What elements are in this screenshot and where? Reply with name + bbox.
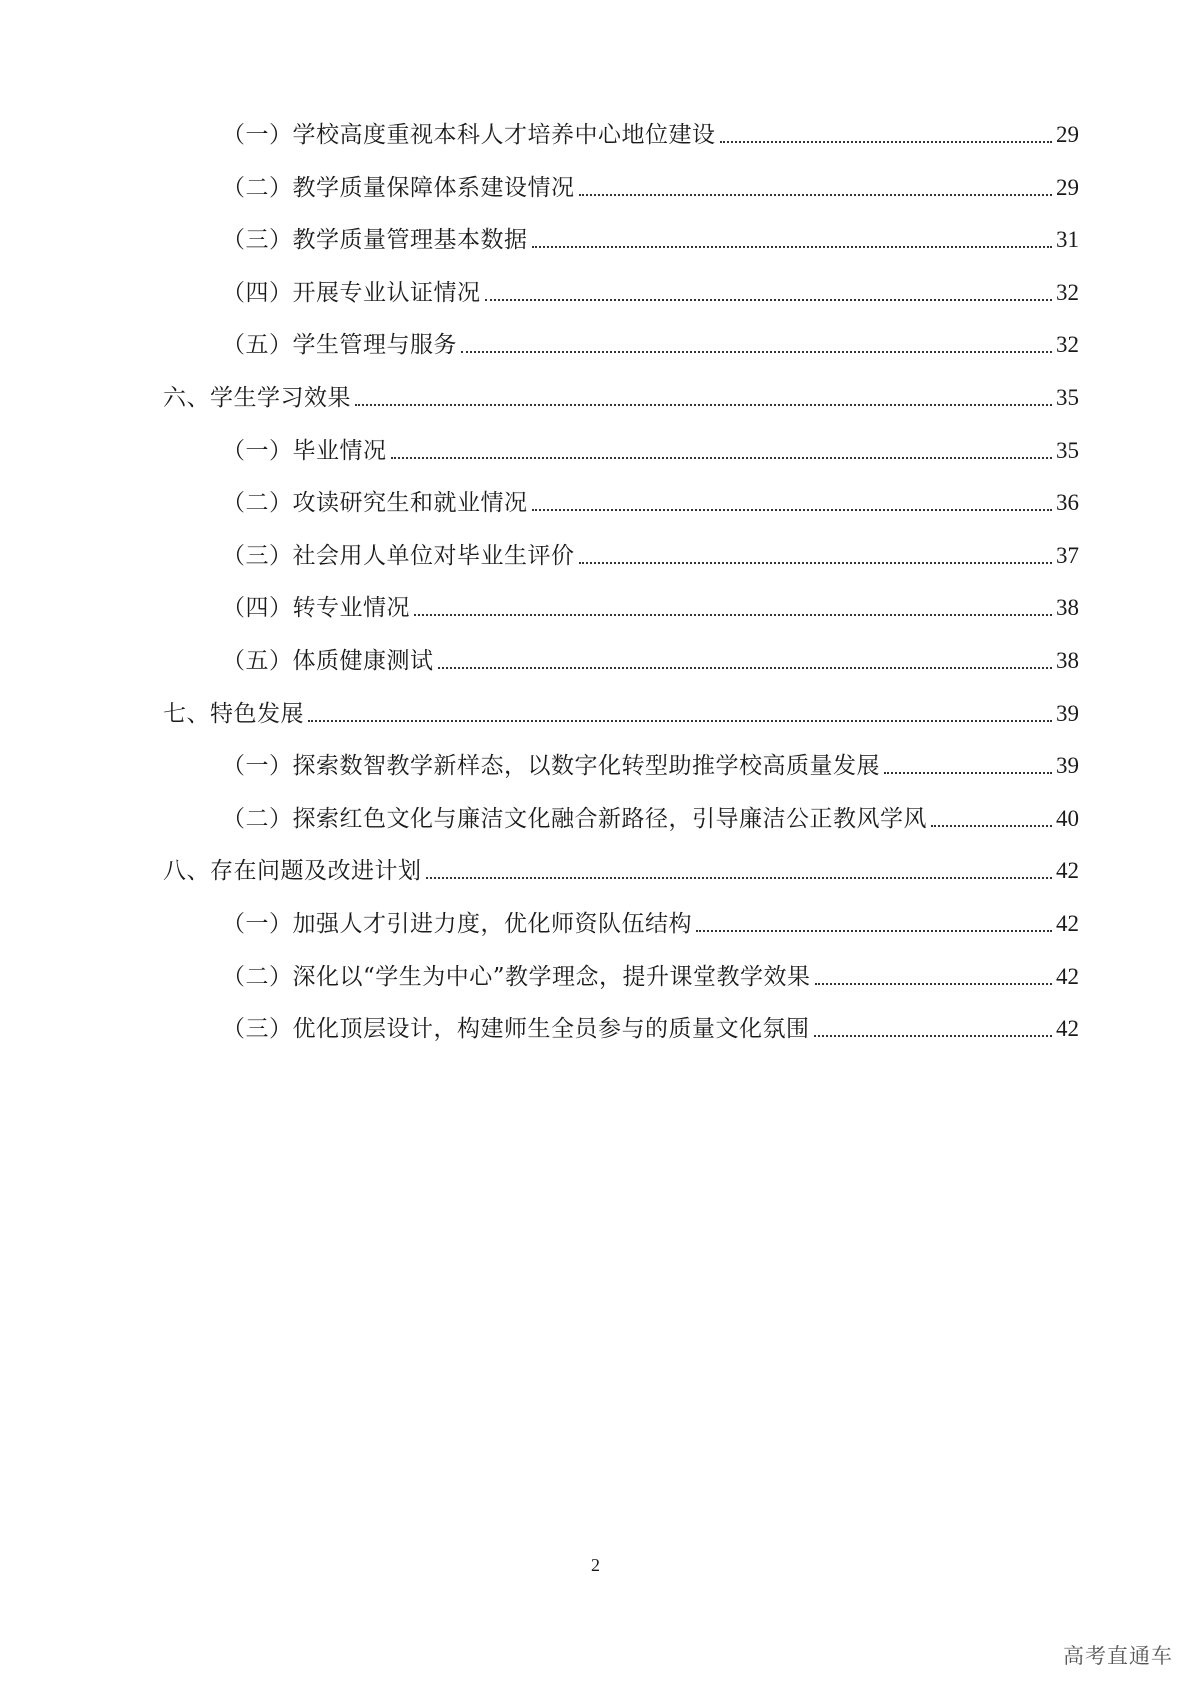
toc-entry-page: 39	[1056, 700, 1079, 726]
toc-entry[interactable]	[222, 221, 1079, 255]
toc-entry-title: 八、存在问题及改进计划	[163, 858, 422, 885]
toc-entry[interactable]	[222, 484, 1079, 518]
toc-dot-leader	[720, 141, 1053, 143]
toc-dot-leader	[414, 614, 1052, 616]
toc-dot-leader	[438, 667, 1053, 669]
toc-entry[interactable]	[163, 379, 1079, 413]
toc-dot-leader	[579, 562, 1053, 564]
toc-entry[interactable]	[222, 958, 1079, 992]
toc-entry-page: 35	[1056, 437, 1079, 463]
toc-entry-page: 32	[1056, 332, 1079, 358]
toc-entry[interactable]	[222, 169, 1079, 203]
toc-dot-leader	[532, 246, 1053, 248]
toc-entry-page: 42	[1056, 1016, 1079, 1042]
toc-entry[interactable]	[163, 852, 1079, 886]
toc-entry-title: （四）开展专业认证情况	[222, 279, 481, 306]
toc-entry-title: （四）转专业情况	[222, 595, 410, 622]
toc-entry[interactable]	[222, 274, 1079, 308]
toc-entry-title: （三）教学质量管理基本数据	[222, 227, 528, 254]
toc-entry-page: 39	[1056, 753, 1079, 779]
toc-entry-page: 35	[1056, 385, 1079, 410]
toc-entry-title: 七、特色发展	[163, 700, 304, 727]
toc-dot-leader	[426, 877, 1053, 879]
toc-dot-leader	[355, 404, 1052, 406]
toc-entry-page: 29	[1056, 174, 1079, 200]
toc-entry-page: 42	[1056, 963, 1079, 989]
toc-entry[interactable]	[222, 116, 1079, 150]
toc-dot-leader	[696, 930, 1052, 932]
toc-entry-title: （五）体质健康测试	[222, 648, 434, 674]
toc-entry-title: （一）加强人才引进力度，优化师资队伍结构	[222, 911, 692, 937]
toc-entry[interactable]	[222, 537, 1079, 571]
toc-entry[interactable]	[222, 642, 1079, 676]
toc-entry-title: （一）学校高度重视本科人才培养中心地位建设	[222, 122, 716, 148]
toc-entry-title: （二）教学质量保障体系建设情况	[222, 174, 575, 201]
toc-entry-title: 六、学生学习效果	[163, 385, 351, 411]
toc-entry-page: 29	[1056, 122, 1079, 147]
toc-entry[interactable]	[222, 800, 1079, 834]
toc-dot-leader	[884, 772, 1052, 774]
toc-entry-title: （一）毕业情况	[222, 437, 387, 464]
toc-entry-page: 37	[1056, 542, 1079, 568]
toc-entry[interactable]	[222, 747, 1079, 781]
toc-entry-title: （三）优化顶层设计，构建师生全员参与的质量文化氛围	[222, 1016, 810, 1043]
toc-entry[interactable]	[222, 326, 1079, 360]
toc-entry-page: 40	[1056, 805, 1079, 831]
toc-dot-leader	[814, 1035, 1053, 1037]
toc-entry-page: 38	[1056, 595, 1079, 621]
toc-entry-title: （二）深化以“学生为中心”教学理念，提升课堂教学效果	[222, 963, 811, 990]
toc-entry-page: 42	[1056, 858, 1079, 884]
page-number: 2	[591, 1555, 600, 1575]
toc-entry-page: 38	[1056, 648, 1079, 673]
watermark: 高考直通车	[1063, 1644, 1173, 1668]
toc-entry[interactable]	[222, 905, 1079, 939]
toc-dot-leader	[391, 457, 1053, 459]
toc-entry-page: 36	[1056, 490, 1079, 516]
toc-entry[interactable]	[222, 432, 1079, 466]
toc-dot-leader	[532, 509, 1053, 511]
toc-dot-leader	[579, 194, 1053, 196]
toc-dot-leader	[308, 720, 1052, 722]
toc-entry-page: 31	[1056, 227, 1079, 253]
toc-entry[interactable]	[163, 695, 1079, 729]
toc-entry-page: 42	[1056, 911, 1079, 936]
toc-entry-title: （三）社会用人单位对毕业生评价	[222, 542, 575, 569]
toc-entry-page: 32	[1056, 279, 1079, 305]
toc-entry-title: （二）探索红色文化与廉洁文化融合新路径，引导廉洁公正教风学风	[222, 805, 927, 832]
toc-entry-title: （一）探索数智教学新样态，以数字化转型助推学校高质量发展	[222, 753, 880, 780]
toc-dot-leader	[931, 825, 1052, 827]
toc-entry-title: （二）攻读研究生和就业情况	[222, 490, 528, 517]
toc-dot-leader	[485, 299, 1053, 301]
toc-dot-leader	[815, 983, 1052, 985]
toc-dot-leader	[461, 351, 1052, 353]
toc-entry[interactable]	[222, 1010, 1079, 1044]
toc-entry-title: （五）学生管理与服务	[222, 332, 457, 359]
toc-entry[interactable]	[222, 589, 1079, 623]
